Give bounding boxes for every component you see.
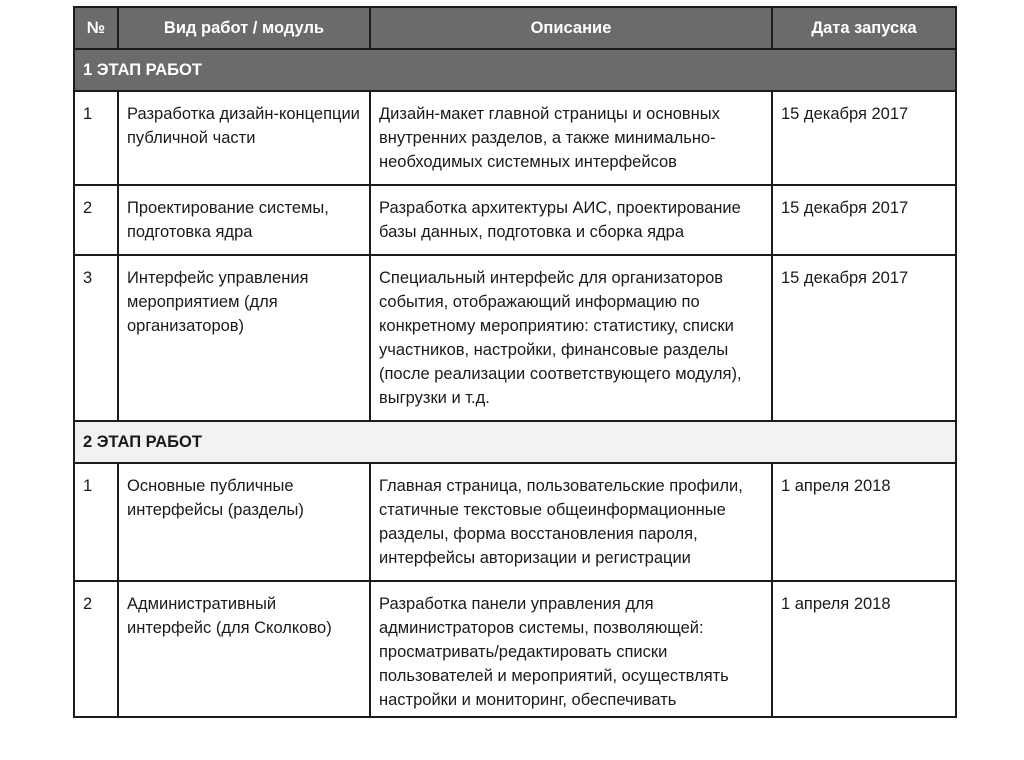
- table-row: [74, 581, 956, 717]
- row-description: Главная страница, пользовательские профили, статичные текстовые общеинформационные разделы, форма восстановления пароля, интерфейсы авторизации и регистрации: [370, 463, 772, 581]
- row-description: Специальный интерфейс для организаторов события, отображающий информацию по конкретному мероприятию: статистику, списки участников, настройки, финансовые разделы (после реализации соответствующего модуля), выгрузки и т.д.: [370, 255, 772, 421]
- table-row: [74, 255, 956, 421]
- header-description: Описание: [370, 7, 772, 49]
- work-stages-table: [73, 6, 957, 718]
- row-launch-date: 15 декабря 2017: [772, 255, 956, 421]
- table-row: [74, 463, 956, 581]
- header-launch-date: Дата запуска: [772, 7, 956, 49]
- row-num: 1: [74, 91, 118, 185]
- header-num: №: [74, 7, 118, 49]
- stage-1-row: [74, 49, 956, 91]
- table-row: [74, 185, 956, 255]
- row-num: 1: [74, 463, 118, 581]
- stage-2-title: 2 ЭТАП РАБОТ: [74, 421, 956, 463]
- row-num: 3: [74, 255, 118, 421]
- row-work-type: Проектирование системы, подготовка ядра: [118, 185, 370, 255]
- row-description: Дизайн-макет главной страницы и основных внутренних разделов, а также минимально-необходимых системных интерфейсов: [370, 91, 772, 185]
- row-work-type: Административный интерфейс (для Сколково): [118, 581, 370, 717]
- row-work-type: Разработка дизайн-концепции публичной части: [118, 91, 370, 185]
- stage-1-title: 1 ЭТАП РАБОТ: [74, 49, 956, 91]
- row-launch-date: 15 декабря 2017: [772, 185, 956, 255]
- row-launch-date: 1 апреля 2018: [772, 581, 956, 717]
- row-work-type: Основные публичные интерфейсы (разделы): [118, 463, 370, 581]
- stage-2-row: [74, 421, 956, 463]
- row-launch-date: 1 апреля 2018: [772, 463, 956, 581]
- row-work-type: Интерфейс управления мероприятием (для организаторов): [118, 255, 370, 421]
- table-row: [74, 91, 956, 185]
- header-work-type: Вид работ / модуль: [118, 7, 370, 49]
- table-header-row: [74, 7, 956, 49]
- row-description: Разработка панели управления для администраторов системы, позволяющей: просматривать/редактировать списки пользователей и мероприятий, осуществлять настройки и мониторинг, обеспечивать: [370, 581, 772, 717]
- row-description: Разработка архитектуры АИС, проектирование базы данных, подготовка и сборка ядра: [370, 185, 772, 255]
- row-num: 2: [74, 185, 118, 255]
- row-launch-date: 15 декабря 2017: [772, 91, 956, 185]
- row-num: 2: [74, 581, 118, 717]
